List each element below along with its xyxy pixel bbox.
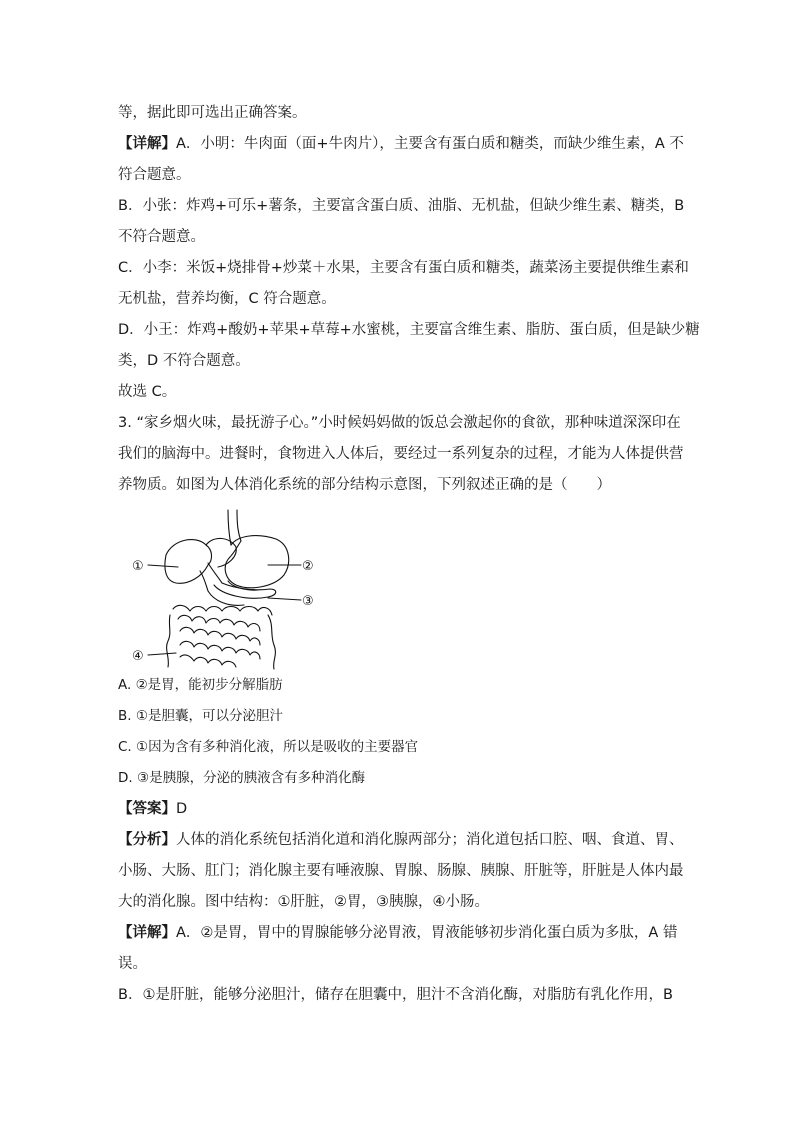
text-line: 类，D 不符合题意。 (118, 353, 250, 369)
stomach-shape (225, 536, 288, 588)
figure-label-1: ① (132, 559, 144, 574)
figure-label-3: ③ (302, 594, 314, 609)
question-line: 养物质。如图为人体消化系统的部分结构示意图，下列叙述正确的是（ ） (118, 477, 611, 493)
detail-line (118, 923, 677, 943)
text-line: 不符合题意。 (118, 229, 205, 245)
bile-duct-shape (200, 571, 208, 591)
detail-tag: 【详解】 (118, 925, 176, 941)
answer-value: D (176, 801, 188, 817)
text-line: C．小李：米饭+烧排骨+炒菜＋水果，主要含有蛋白质和糖类，蔬菜汤主要提供维生素和 (118, 260, 689, 276)
colon-shape (268, 615, 275, 669)
leader-line-3 (268, 598, 301, 600)
esophagus-shape (237, 510, 241, 541)
question-line: 3. “家乡烟火味，最抚游子心。”小时候妈妈做的饭总会激起你的食欲，那种味道深深印在 (118, 415, 681, 431)
text-line: 符合题意。 (118, 167, 191, 183)
detail-line: B．①是肝脏，能够分泌胆汁，储存在胆囊中，胆汁不含消化酶，对脂肪有乳化作用，B (118, 987, 673, 1003)
answer-line (118, 799, 187, 819)
liver-lobe-shape (206, 538, 236, 567)
question-line: 我们的脑海中。进餐时，食物进入人体后，要经过一系列复杂的过程，才能为人体提供营 (118, 446, 684, 462)
figure-label-4: ④ (132, 649, 144, 664)
text-line: D．小王：炸鸡+酸奶+苹果+草莓+水蜜桃，主要富含维生素、脂肪、蛋白质，但是缺少糖 (118, 322, 700, 338)
analysis-line: 大的消化腺。图中结构：①肝脏，②胃，③胰腺，④小肠。 (118, 894, 489, 910)
detail-text: A．小明：牛肉面（面+牛肉片），主要含有蛋白质和糖类，而缺少维生素，A 不 (176, 136, 684, 152)
text-line: 无机盐，营养均衡，C 符合题意。 (118, 291, 336, 307)
text-line: 等，据此即可选出正确答案。 (118, 105, 307, 121)
option-c: C. ①因为含有多种消化液，所以是吸收的主要器官 (118, 739, 419, 755)
leader-line-1 (148, 565, 178, 567)
liver-shape (165, 540, 212, 584)
option-b: B. ①是胆囊，可以分泌胆汁 (118, 708, 283, 724)
analysis-line: 小肠、大肠、肛门；消化腺主要有唾液腺、胃腺、肠腺、胰腺、肝脏等，肝脏是人体内最 (118, 863, 684, 879)
small-intestine-shape (173, 605, 272, 615)
text-line: B．小张：炸鸡+可乐+薯条，主要富含蛋白质、油脂、无机盐，但缺少维生素、糖类，B (118, 198, 685, 214)
analysis-line (118, 830, 684, 850)
analysis-tag: 【分析】 (118, 832, 176, 848)
detail-line: 误。 (118, 956, 147, 972)
leader-line-4 (148, 653, 176, 655)
detail-line (118, 134, 684, 154)
option-d: D. ③是胰腺，分泌的胰液含有多种消化酶 (118, 770, 366, 786)
figure-label-2: ② (302, 559, 314, 574)
colon-shape (167, 615, 170, 667)
answer-tag: 【答案】 (118, 801, 176, 817)
option-a: A. ②是胃，能初步分解脂肪 (118, 677, 283, 693)
digestive-system-diagram (118, 505, 333, 670)
text-line: 故选 C。 (118, 384, 177, 400)
detail-tag: 【详解】 (118, 136, 176, 152)
analysis-text: 人体的消化系统包括消化道和消化腺两部分；消化道包括口腔、咽、食道、胃、 (176, 832, 684, 848)
detail-text: A．②是胃，胃中的胃腺能够分泌胃液，胃液能够初步消化蛋白质为多肽，A 错 (176, 925, 678, 941)
